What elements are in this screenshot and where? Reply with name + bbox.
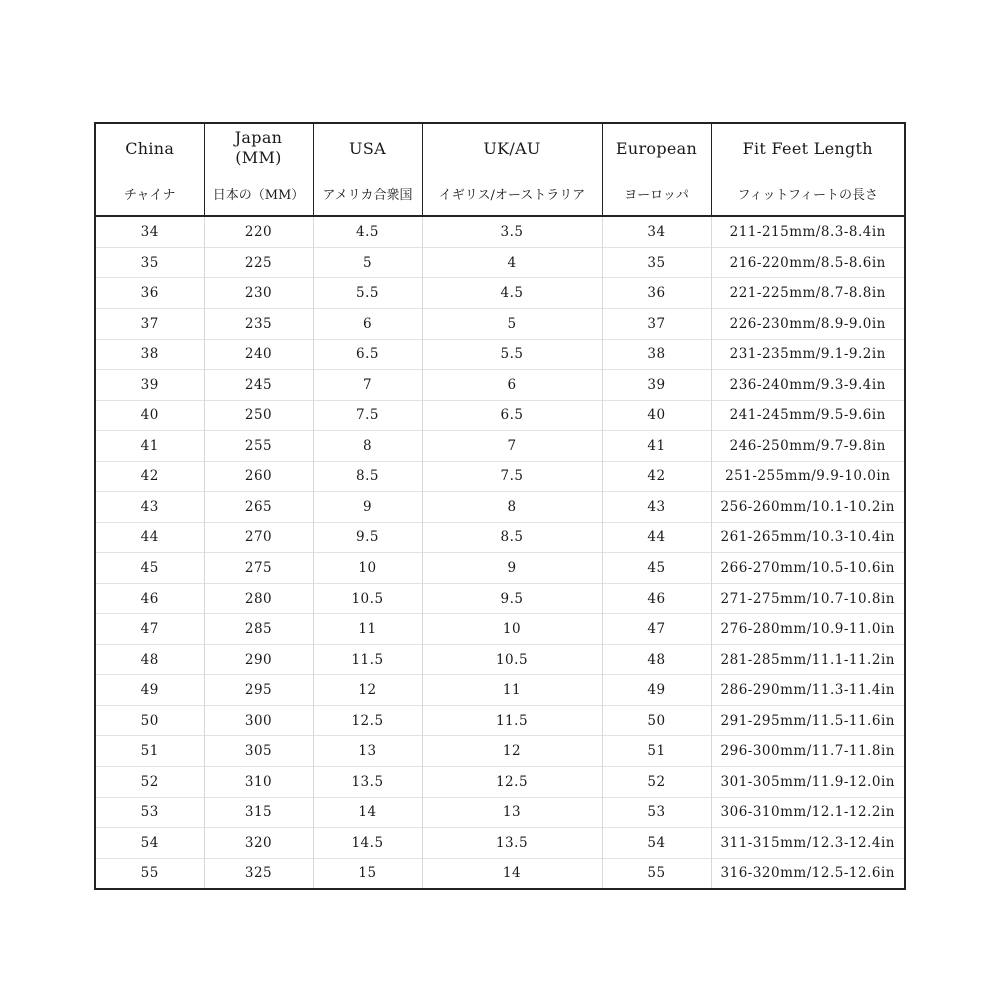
table-row xyxy=(96,431,904,462)
cell-european: 51 xyxy=(602,736,711,767)
cell-china: 43 xyxy=(96,492,204,523)
cell-china: 36 xyxy=(96,278,204,309)
cell-china: 46 xyxy=(96,583,204,614)
table-row xyxy=(96,522,904,553)
cell-european: 39 xyxy=(602,370,711,401)
table-row xyxy=(96,461,904,492)
cell-japan: 225 xyxy=(204,247,313,278)
cell-uk-au: 9.5 xyxy=(422,583,602,614)
size-chart xyxy=(94,122,906,890)
cell-japan: 280 xyxy=(204,583,313,614)
cell-fit-feet-length: 226-230mm/8.9-9.0in xyxy=(711,309,904,340)
cell-china: 44 xyxy=(96,522,204,553)
cell-uk-au: 3.5 xyxy=(422,216,602,247)
cell-fit-feet-length: 256-260mm/10.1-10.2in xyxy=(711,492,904,523)
cell-usa: 14.5 xyxy=(313,828,422,859)
table-row xyxy=(96,553,904,584)
cell-fit-feet-length: 281-285mm/11.1-11.2in xyxy=(711,644,904,675)
cell-china: 51 xyxy=(96,736,204,767)
cell-european: 44 xyxy=(602,522,711,553)
cell-european: 36 xyxy=(602,278,711,309)
cell-fit-feet-length: 211-215mm/8.3-8.4in xyxy=(711,216,904,247)
cell-usa: 6.5 xyxy=(313,339,422,370)
header-japan-text: Japan (MM) xyxy=(234,128,283,167)
header-china-ja: チャイナ xyxy=(96,172,204,216)
cell-fit-feet-length: 236-240mm/9.3-9.4in xyxy=(711,370,904,401)
header-usa-ja: アメリカ合衆国 xyxy=(313,172,422,216)
cell-usa: 5 xyxy=(313,247,422,278)
cell-fit-feet-length: 221-225mm/8.7-8.8in xyxy=(711,278,904,309)
cell-fit-feet-length: 271-275mm/10.7-10.8in xyxy=(711,583,904,614)
cell-uk-au: 6 xyxy=(422,370,602,401)
header-row-japanese xyxy=(96,172,904,216)
cell-uk-au: 9 xyxy=(422,553,602,584)
table-body xyxy=(96,216,904,888)
cell-european: 38 xyxy=(602,339,711,370)
cell-japan: 255 xyxy=(204,431,313,462)
cell-usa: 14 xyxy=(313,797,422,828)
cell-usa: 13.5 xyxy=(313,766,422,797)
cell-japan: 220 xyxy=(204,216,313,247)
cell-japan: 295 xyxy=(204,675,313,706)
cell-japan: 250 xyxy=(204,400,313,431)
cell-china: 37 xyxy=(96,309,204,340)
cell-fit-feet-length: 296-300mm/11.7-11.8in xyxy=(711,736,904,767)
cell-usa: 6 xyxy=(313,309,422,340)
cell-china: 39 xyxy=(96,370,204,401)
cell-usa: 13 xyxy=(313,736,422,767)
cell-usa: 9 xyxy=(313,492,422,523)
cell-european: 50 xyxy=(602,705,711,736)
header-japan-ja: 日本の（MM） xyxy=(204,172,313,216)
table-row xyxy=(96,278,904,309)
cell-fit-feet-length: 261-265mm/10.3-10.4in xyxy=(711,522,904,553)
cell-usa: 12.5 xyxy=(313,705,422,736)
cell-china: 40 xyxy=(96,400,204,431)
cell-japan: 305 xyxy=(204,736,313,767)
header-european: European xyxy=(602,124,711,172)
cell-uk-au: 11.5 xyxy=(422,705,602,736)
cell-european: 49 xyxy=(602,675,711,706)
cell-china: 38 xyxy=(96,339,204,370)
cell-european: 35 xyxy=(602,247,711,278)
cell-fit-feet-length: 231-235mm/9.1-9.2in xyxy=(711,339,904,370)
cell-fit-feet-length: 251-255mm/9.9-10.0in xyxy=(711,461,904,492)
header-usa: USA xyxy=(313,124,422,172)
cell-uk-au: 10 xyxy=(422,614,602,645)
cell-european: 43 xyxy=(602,492,711,523)
table-row xyxy=(96,370,904,401)
header-japan xyxy=(204,124,313,172)
cell-usa: 10.5 xyxy=(313,583,422,614)
cell-uk-au: 12.5 xyxy=(422,766,602,797)
cell-uk-au: 8 xyxy=(422,492,602,523)
cell-usa: 5.5 xyxy=(313,278,422,309)
table-row xyxy=(96,247,904,278)
cell-japan: 275 xyxy=(204,553,313,584)
table-row xyxy=(96,736,904,767)
cell-fit-feet-length: 241-245mm/9.5-9.6in xyxy=(711,400,904,431)
cell-china: 50 xyxy=(96,705,204,736)
cell-fit-feet-length: 216-220mm/8.5-8.6in xyxy=(711,247,904,278)
table-row xyxy=(96,339,904,370)
header-china: China xyxy=(125,138,175,158)
table-row xyxy=(96,614,904,645)
cell-european: 54 xyxy=(602,828,711,859)
size-table xyxy=(96,124,904,888)
table-row xyxy=(96,797,904,828)
cell-usa: 7 xyxy=(313,370,422,401)
cell-usa: 10 xyxy=(313,553,422,584)
cell-european: 55 xyxy=(602,858,711,888)
cell-uk-au: 13.5 xyxy=(422,828,602,859)
cell-usa: 8.5 xyxy=(313,461,422,492)
cell-japan: 265 xyxy=(204,492,313,523)
cell-uk-au: 10.5 xyxy=(422,644,602,675)
cell-china: 52 xyxy=(96,766,204,797)
cell-usa: 11 xyxy=(313,614,422,645)
header-row-english xyxy=(96,124,904,172)
cell-european: 41 xyxy=(602,431,711,462)
cell-japan: 315 xyxy=(204,797,313,828)
cell-uk-au: 7.5 xyxy=(422,461,602,492)
cell-japan: 320 xyxy=(204,828,313,859)
header-fit-feet-length: Fit Feet Length xyxy=(711,124,904,172)
cell-uk-au: 4.5 xyxy=(422,278,602,309)
cell-china: 55 xyxy=(96,858,204,888)
cell-japan: 240 xyxy=(204,339,313,370)
table-row xyxy=(96,492,904,523)
cell-fit-feet-length: 301-305mm/11.9-12.0in xyxy=(711,766,904,797)
cell-uk-au: 5 xyxy=(422,309,602,340)
header-uk-au: UK/AU xyxy=(422,124,602,172)
table-row xyxy=(96,675,904,706)
table-row xyxy=(96,766,904,797)
cell-usa: 7.5 xyxy=(313,400,422,431)
cell-european: 45 xyxy=(602,553,711,584)
cell-japan: 270 xyxy=(204,522,313,553)
cell-usa: 12 xyxy=(313,675,422,706)
cell-japan: 300 xyxy=(204,705,313,736)
cell-uk-au: 7 xyxy=(422,431,602,462)
cell-uk-au: 12 xyxy=(422,736,602,767)
cell-china: 35 xyxy=(96,247,204,278)
cell-japan: 310 xyxy=(204,766,313,797)
cell-china: 34 xyxy=(140,223,159,240)
cell-uk-au: 14 xyxy=(422,858,602,888)
cell-fit-feet-length: 246-250mm/9.7-9.8in xyxy=(711,431,904,462)
cell-japan: 235 xyxy=(204,309,313,340)
cell-european: 34 xyxy=(602,216,711,247)
cell-european: 40 xyxy=(602,400,711,431)
cell-european: 47 xyxy=(602,614,711,645)
cell-china: 42 xyxy=(96,461,204,492)
cell-china: 54 xyxy=(96,828,204,859)
cell-fit-feet-length: 291-295mm/11.5-11.6in xyxy=(711,705,904,736)
table-row xyxy=(96,583,904,614)
cell-european: 42 xyxy=(602,461,711,492)
cell-fit-feet-length: 286-290mm/11.3-11.4in xyxy=(711,675,904,706)
cell-china: 49 xyxy=(96,675,204,706)
cell-usa: 15 xyxy=(313,858,422,888)
header-fit-feet-length-ja: フィットフィートの長さ xyxy=(711,172,904,216)
table-row xyxy=(96,400,904,431)
cell-japan: 325 xyxy=(204,858,313,888)
cell-china: 45 xyxy=(96,553,204,584)
header-european-ja: ヨーロッパ xyxy=(602,172,711,216)
cell-usa: 4.5 xyxy=(313,216,422,247)
cell-european: 48 xyxy=(602,644,711,675)
cell-fit-feet-length: 266-270mm/10.5-10.6in xyxy=(711,553,904,584)
cell-japan: 260 xyxy=(204,461,313,492)
cell-fit-feet-length: 276-280mm/10.9-11.0in xyxy=(711,614,904,645)
table-row xyxy=(96,644,904,675)
table-row xyxy=(96,309,904,340)
table-row xyxy=(96,858,904,888)
cell-european: 53 xyxy=(602,797,711,828)
cell-european: 37 xyxy=(602,309,711,340)
cell-usa: 9.5 xyxy=(313,522,422,553)
cell-uk-au: 6.5 xyxy=(422,400,602,431)
cell-uk-au: 11 xyxy=(422,675,602,706)
cell-china: 53 xyxy=(96,797,204,828)
cell-european: 46 xyxy=(602,583,711,614)
cell-uk-au: 13 xyxy=(422,797,602,828)
cell-european: 52 xyxy=(602,766,711,797)
table-row xyxy=(96,828,904,859)
cell-fit-feet-length: 311-315mm/12.3-12.4in xyxy=(711,828,904,859)
cell-usa: 8 xyxy=(313,431,422,462)
cell-uk-au: 8.5 xyxy=(422,522,602,553)
cell-japan: 230 xyxy=(204,278,313,309)
cell-china: 41 xyxy=(96,431,204,462)
cell-uk-au: 4 xyxy=(422,247,602,278)
cell-japan: 285 xyxy=(204,614,313,645)
cell-uk-au: 5.5 xyxy=(422,339,602,370)
cell-usa: 11.5 xyxy=(313,644,422,675)
cell-fit-feet-length: 316-320mm/12.5-12.6in xyxy=(711,858,904,888)
header-uk-au-ja: イギリス/オーストラリア xyxy=(422,172,602,216)
cell-fit-feet-length: 306-310mm/12.1-12.2in xyxy=(711,797,904,828)
cell-china: 48 xyxy=(96,644,204,675)
cell-china: 47 xyxy=(96,614,204,645)
cell-japan: 290 xyxy=(204,644,313,675)
table-row xyxy=(96,216,904,247)
table-row xyxy=(96,705,904,736)
cell-japan: 245 xyxy=(204,370,313,401)
